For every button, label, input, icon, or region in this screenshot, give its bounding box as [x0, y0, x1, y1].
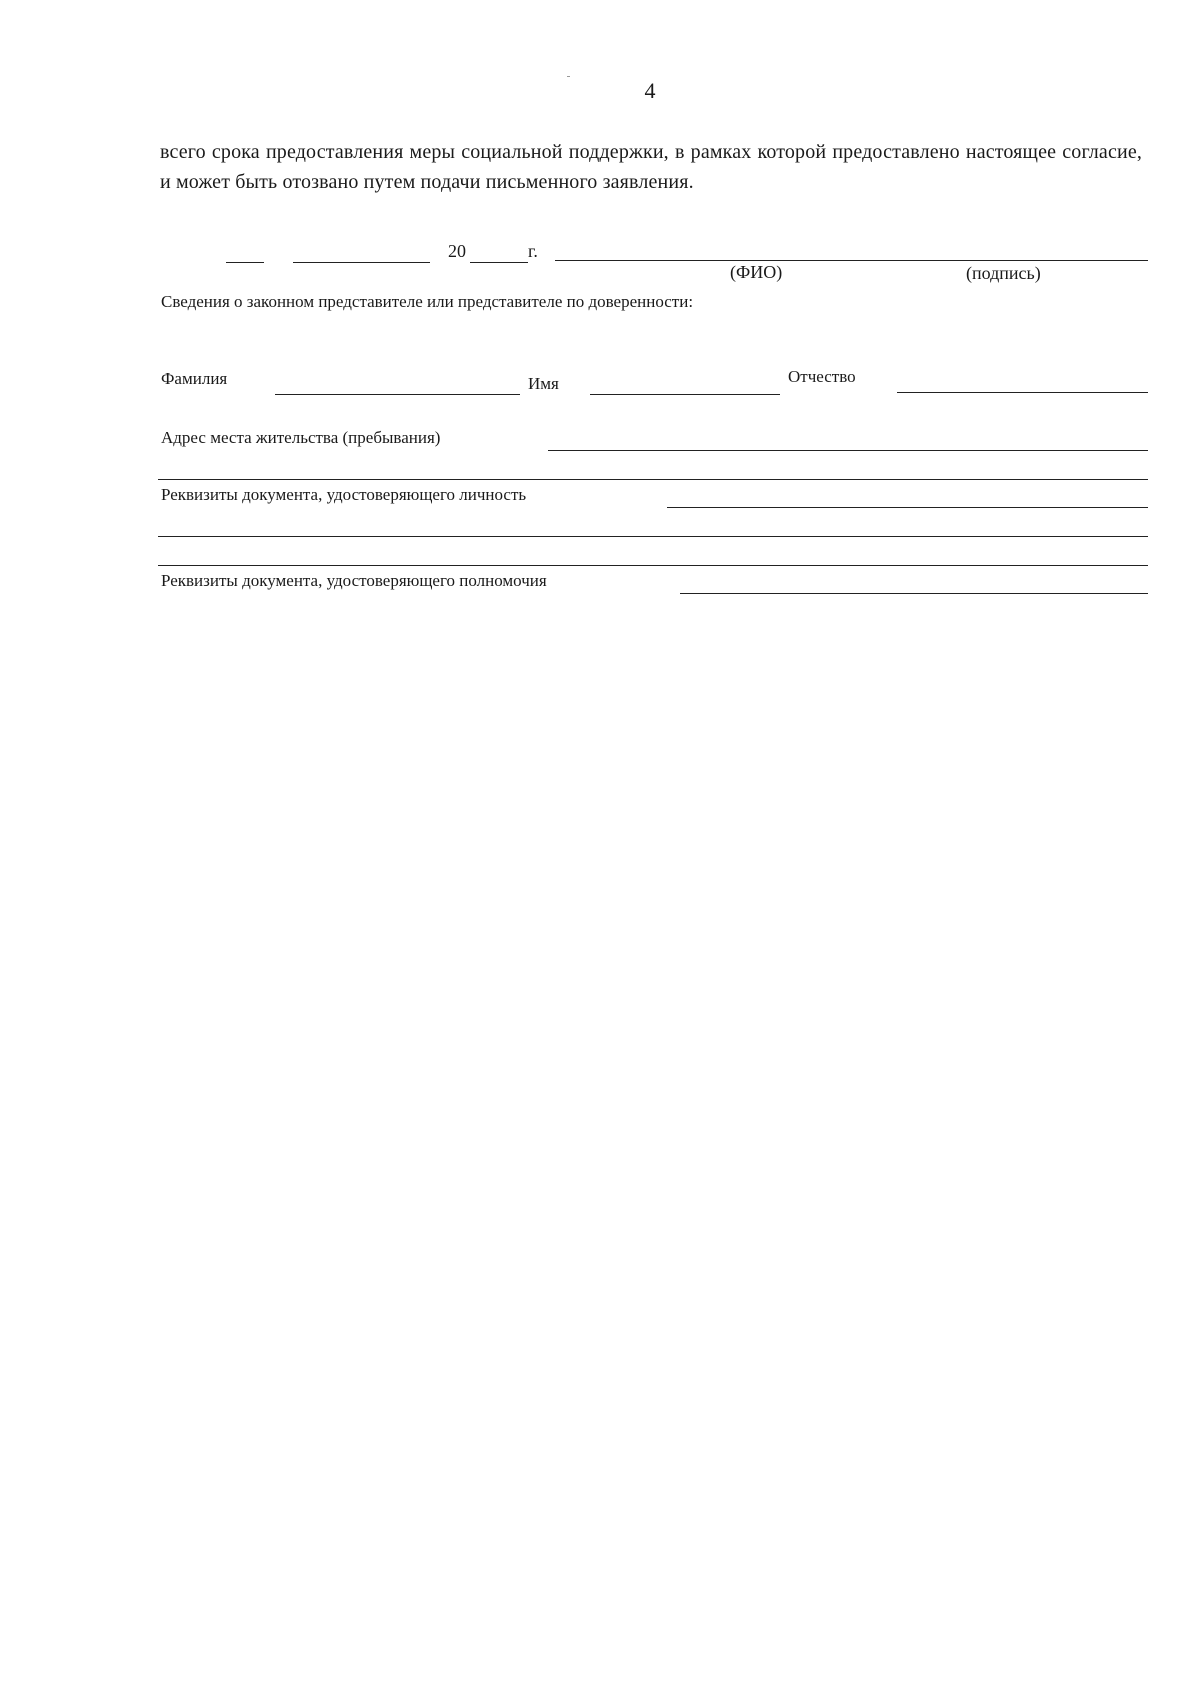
authority-doc-label: Реквизиты документа, удостоверяющего полномочия — [161, 571, 547, 590]
surname-field[interactable] — [275, 394, 520, 395]
identity-doc-field-line-3[interactable] — [158, 565, 1148, 566]
year-prefix: 20 — [448, 241, 466, 261]
page-number: 4 — [644, 78, 656, 103]
identity-doc-field-line-2[interactable] — [158, 536, 1148, 537]
year-suffix: г. — [528, 241, 538, 261]
name-field[interactable] — [590, 394, 780, 395]
date-day-field[interactable] — [226, 262, 264, 263]
name-label: Имя — [528, 374, 559, 393]
fio-signature-field[interactable] — [555, 260, 1148, 261]
surname-label: Фамилия — [161, 369, 228, 388]
authority-doc-field[interactable] — [680, 593, 1148, 594]
patronymic-field[interactable] — [897, 392, 1148, 393]
consent-paragraph: всего срока предоставления меры социальной поддержки, в рамках которой предоставлено настоящее согласие, и может быть отозвано путем подачи письменного заявления. — [160, 141, 1142, 193]
scan-speck — [567, 76, 570, 77]
signature-caption: (подпись) — [966, 263, 1041, 283]
address-field-line-1[interactable] — [548, 450, 1148, 451]
date-year-field[interactable] — [470, 262, 528, 263]
address-field-line-2[interactable] — [158, 479, 1148, 480]
fio-caption: (ФИО) — [730, 262, 783, 282]
identity-doc-label: Реквизиты документа, удостоверяющего личность — [161, 485, 527, 504]
representative-heading: Сведения о законном представителе или представителе по доверенности: — [161, 292, 694, 311]
patronymic-label: Отчество — [788, 367, 856, 386]
identity-doc-field-line-1[interactable] — [667, 507, 1148, 508]
date-month-field[interactable] — [293, 262, 430, 263]
address-label: Адрес места жительства (пребывания) — [161, 428, 441, 447]
